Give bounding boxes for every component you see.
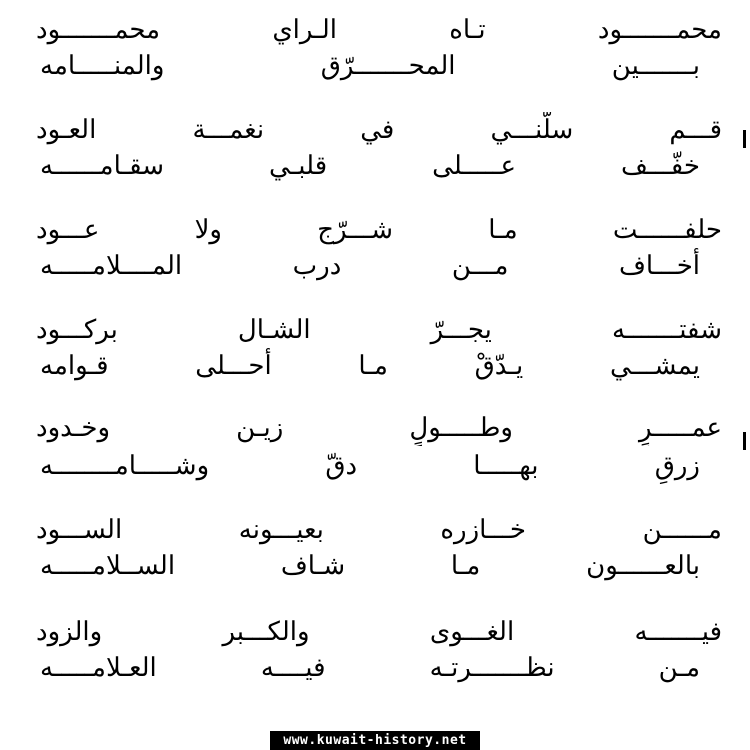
website-watermark: www.kuwait-history.net	[270, 731, 480, 750]
verse-7-second-hemistich: مـن نظـــــــرتـه فيــــه العـلامـــــه	[40, 653, 700, 683]
verse-1-first-hemistich: محمـــــــود تـاه الـراي محمـــــــود	[36, 15, 722, 45]
verse-2-first-hemistich: قـــم سلّنـــي في نغمـــة العـود	[36, 115, 722, 145]
verse-6-first-hemistich: مــــــن خـــازره بعيـــونه الســـود	[36, 515, 722, 545]
verse-5-second-hemistich: زرقٍ بهـــــا دقّ وشـــــامــــــــه	[40, 451, 700, 481]
verse-2-second-hemistich: خفّـــف عـــــلى قلبـي سقـامــــــه	[40, 151, 700, 181]
verse-7-first-hemistich: فيـــــــه الغـــوى والكـــبر والزود	[36, 617, 722, 647]
verse-4-first-hemistich: شفتـــــــه يجـــرّ الشـال بركـــود	[36, 315, 722, 345]
verse-1-second-hemistich: بـــــــين المحـــــــرّق والمنـــــامه	[40, 51, 700, 81]
scan-edge-mark	[743, 432, 746, 450]
verse-3-second-hemistich: أخـــاف مـــن درب المــــلامـــــه	[40, 251, 700, 281]
scan-edge-mark	[743, 130, 746, 148]
verse-6-second-hemistich: بالعــــــون مـا شـاف الســلامـــــه	[40, 551, 700, 581]
verse-3-first-hemistich: حلفــــــت مـا شـــرّج ولا عـــود	[36, 215, 722, 245]
verse-5-first-hemistich: عمـــــرٍ وطـــــولٍ زيـن وخـدود	[36, 413, 722, 443]
verse-4-second-hemistich: يمشـــي يـدّقْ مـا أحـــلى قـوامه	[40, 351, 700, 381]
